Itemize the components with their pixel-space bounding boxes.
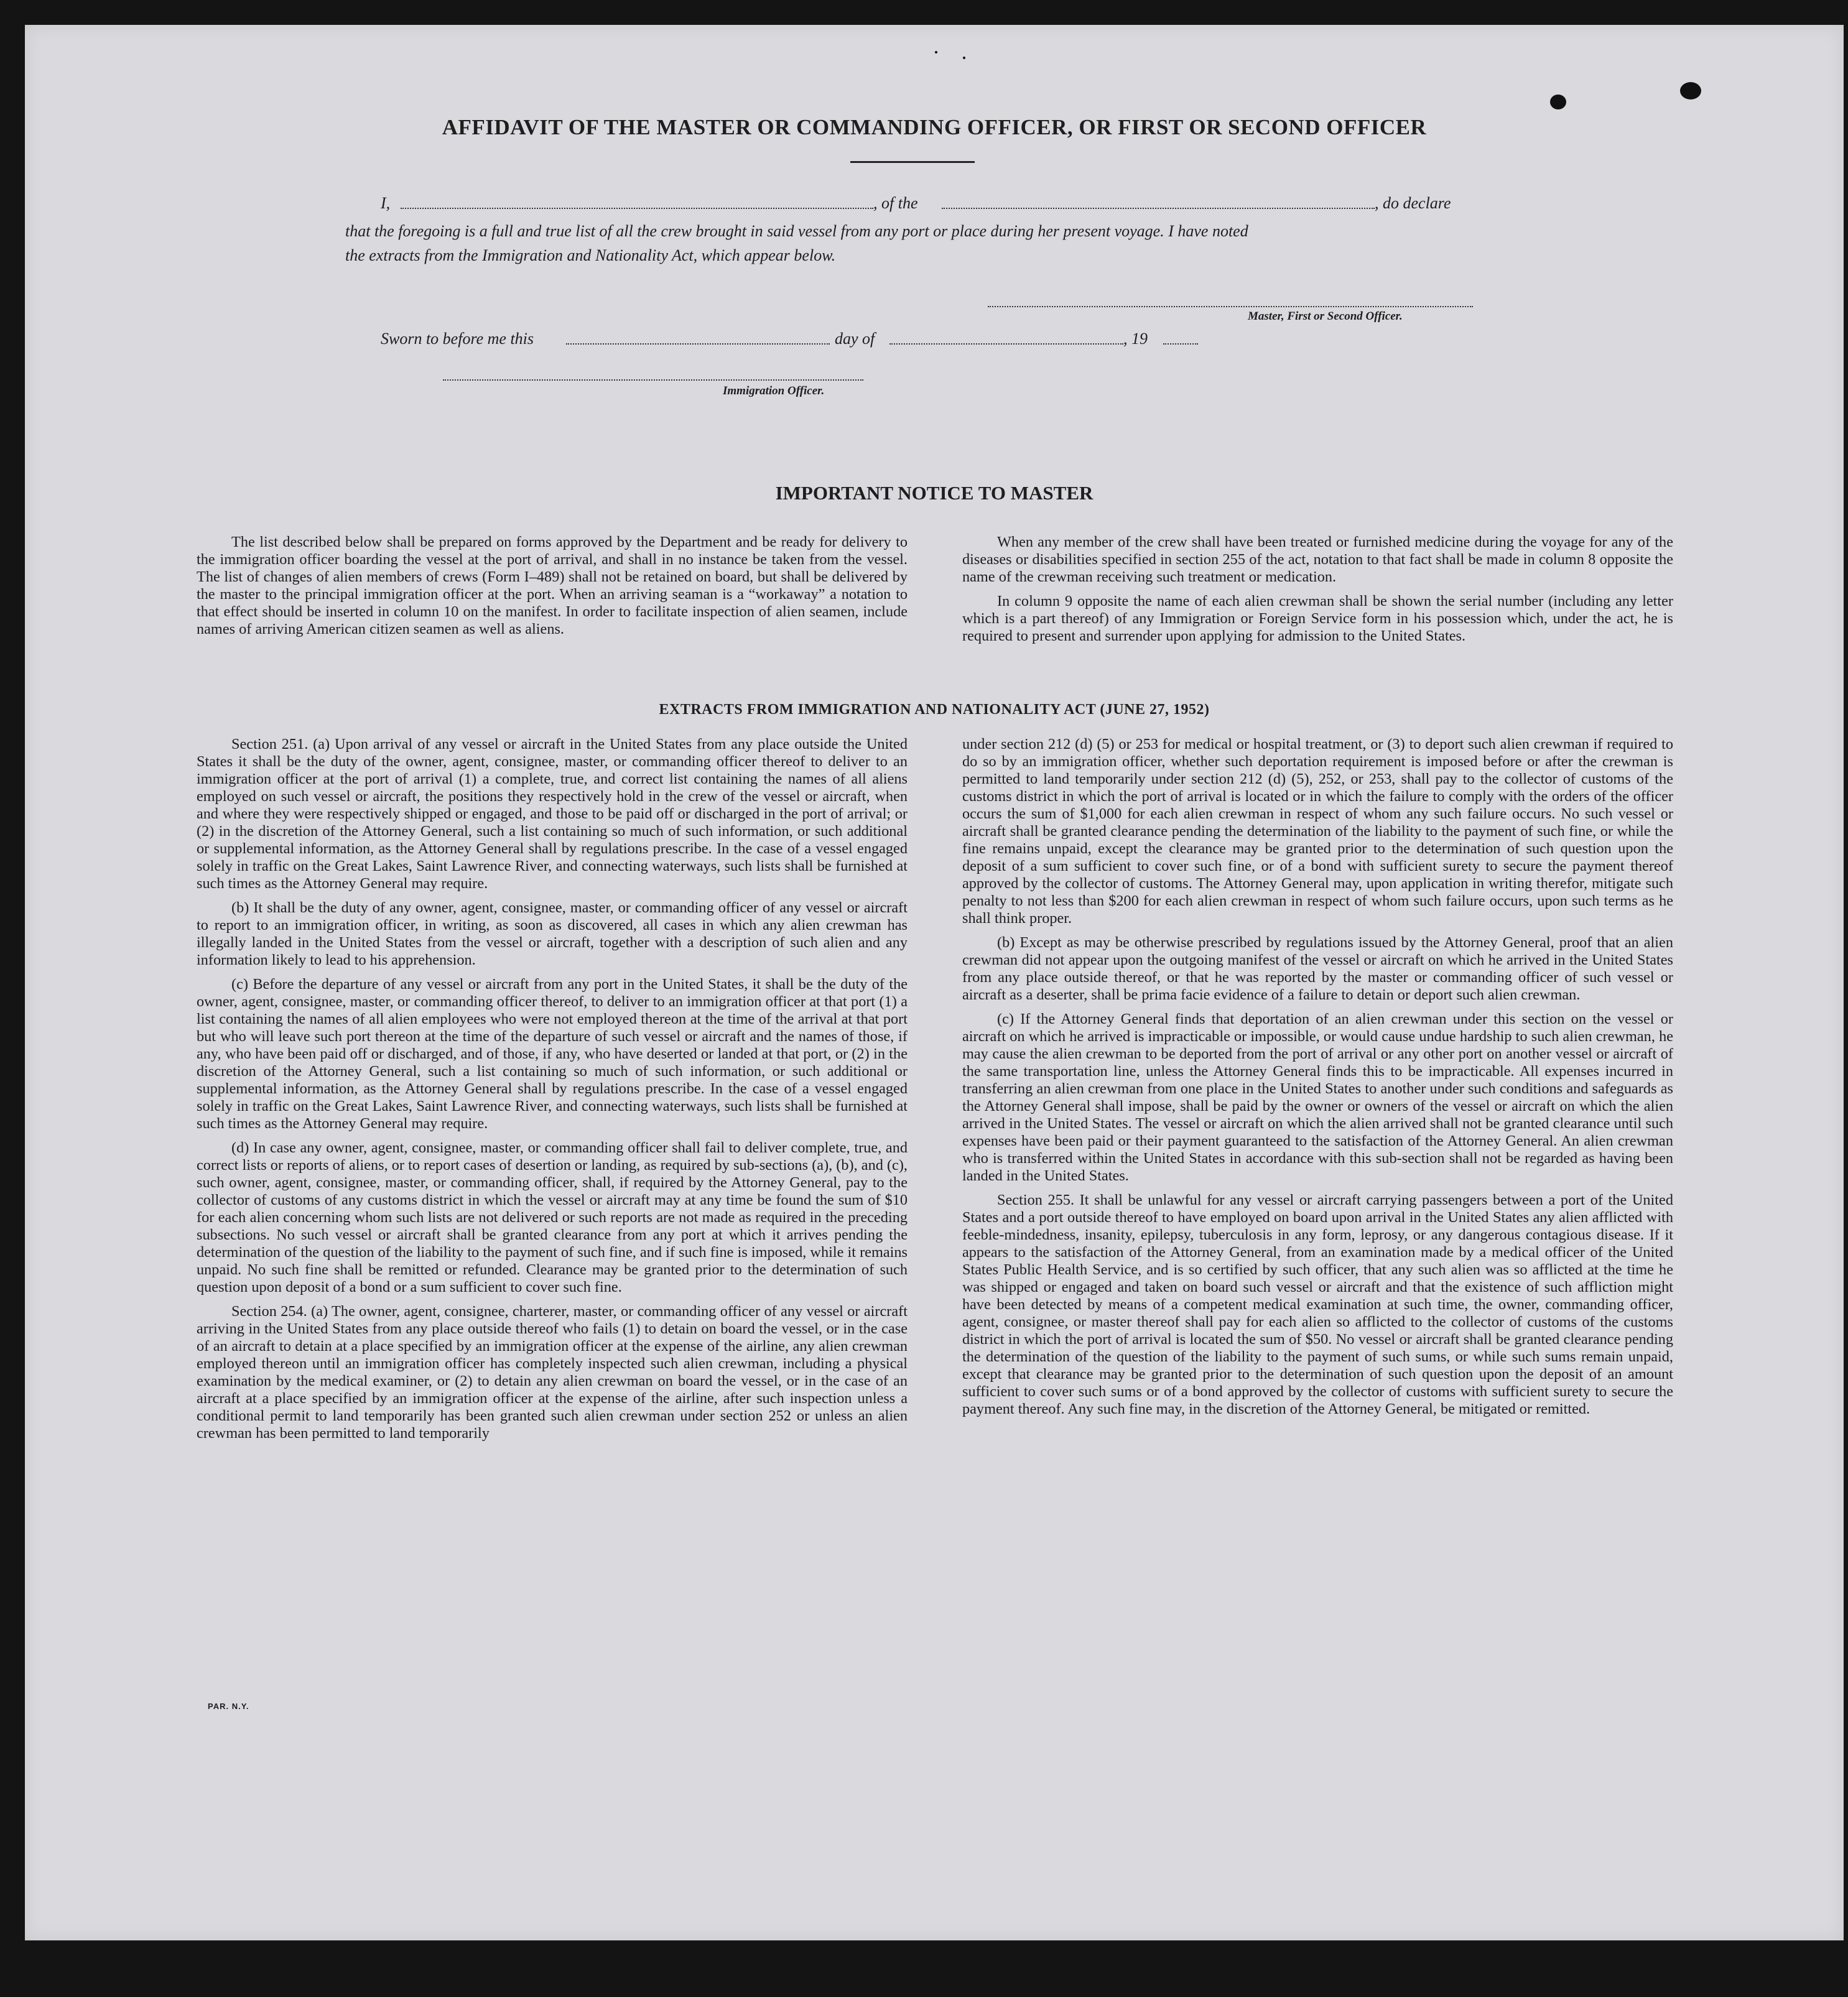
declarant-name-field[interactable] xyxy=(401,208,873,209)
notice-paragraph: When any member of the crew shall have been treated or furnished medicine during the voyage for any of the diseases or disabilities specified in section 255 of the act, notation to that fact shall be made in column 8 opposite the name of the crewman receiving such treatment or medication. xyxy=(962,534,1673,585)
document-page xyxy=(25,25,1844,1940)
notice-right-column xyxy=(962,534,1673,652)
sworn-month-field[interactable] xyxy=(889,343,1123,345)
day-of-label: day of xyxy=(835,330,875,348)
affidavit-title: AFFIDAVIT OF THE MASTER OR COMMANDING OFFICER, OR FIRST OR SECOND OFFICER xyxy=(442,115,1427,139)
declaration-statement-line1: that the foregoing is a full and true list of all the crew brought in said vessel from any port or place during her present voyage. I have noted xyxy=(345,222,1248,240)
master-signature-label: Master, First or Second Officer. xyxy=(1248,310,1403,323)
do-declare-label: , do declare xyxy=(1375,194,1451,212)
sworn-year-field[interactable] xyxy=(1163,343,1198,345)
section-254b-paragraph: (b) Except as may be otherwise prescribed by regulations issued by the Attorney General, proof that an alien crewman did not appear upon the outgoing manifest of the vessel or aircraft on which he arrived in the United States from any place outside thereof, or that he was reported by the master or commanding officer of such vessel or aircraft as a deserter, shall be prima facie evidence of a failure to detain or deport such alien crewman. xyxy=(962,934,1673,1003)
extracts-right-column xyxy=(962,736,1673,1425)
ink-speck xyxy=(935,51,937,53)
officer-signature-label: Immigration Officer. xyxy=(723,384,825,397)
section-251a-paragraph: Section 251. (a) Upon arrival of any vessel or aircraft in the United States from any place outside the United States it shall be the duty of the owner, agent, consignee, master, or commanding officer thereof to deliver to an immigration officer at the port of arrival (1) a complete, true, and correct list containing the names of all aliens employed on such vessel or aircraft, the positions they respectively hold in the crew of the vessel or aircraft, when and where they were respectively shipped or engaged, and those to be paid off or discharged in the port of arrival; or (2) in the discretion of the Attorney General, such a list containing so much of such information, or such additional or supplemental information, as the Attorney General shall by regulations prescribe. In the case of a vessel engaged solely in traffic on the Great Lakes, Saint Lawrence River, and connecting waterways, such lists shall be furnished at such times as the Attorney General may require. xyxy=(197,736,908,892)
vessel-name-field[interactable] xyxy=(942,208,1375,209)
sworn-label: Sworn to before me this xyxy=(381,330,534,348)
ink-speck xyxy=(1680,82,1701,100)
section-254a-continued-paragraph: under section 212 (d) (5) or 253 for medical or hospital treatment, or (3) to deport such alien crewman if required to do so by an immigration officer, whether such deportation requirement is imposed before or after the crewman is permitted to land temporarily under section 212 (d) (5), 252, or 253, shall pay to the collector of customs of the customs district in which the port of arrival is located or in which the failure to comply with the orders of the officer occurs the sum of $1,000 for each alien crewman in respect of whom any such failure occurs. No such vessel or aircraft shall be granted clearance pending the determination of the liability to the payment of such fine, or while the fine remains unpaid, except the clearance may be granted prior to the determination of such question upon the deposit of a sum sufficient to cover such fine, or of a bond with sufficient surety to secure the payment thereof approved by the collector of customs. The Attorney General may, upon application in writing therefor, mitigate such penalty to not less than $200 for each alien crewman in respect of whom such failure occurs, upon such terms as he shall think proper. xyxy=(962,736,1673,927)
sworn-day-field[interactable] xyxy=(566,343,830,345)
section-255-paragraph: Section 255. It shall be unlawful for any vessel or aircraft carrying passengers between a port of the United States and a port outside thereof to have employed on board upon arrival in the United States any alien afflicted with feeble-mindedness, insanity, epilepsy, tuberculosis in any form, leprosy, or any dangerous contagious disease. If it appears to the satisfaction of the Attorney General, from an examination made by a medical officer of the United States Public Health Service, and is so certified by such officer, that any such alien was so afflicted at the time he was shipped or engaged and taken on board such vessel or aircraft and that the existence of such affliction might have been detected by means of a competent medical examination at such time, the owner, commanding officer, agent, consignee, or master thereof shall pay for each alien so afflicted to the collector of customs of the customs district in which the port of arrival is located the sum of $50. No vessel or aircraft shall be granted clearance pending the determination of the question of the liability to the payment of such sums, or while such sums remain unpaid, except that clearance may be granted prior to the determination of such question upon the deposit of an amount sufficient to cover such sums or of a bond approved by the collector of customs with sufficient surety to secure the payment thereof. Any such fine may, in the discretion of the Attorney General, be mitigated or remitted. xyxy=(962,1192,1673,1417)
title-underline xyxy=(850,161,975,163)
notice-paragraph: In column 9 opposite the name of each alien crewman shall be shown the serial number (including any letter which is a part thereof) of any Immigration or Foreign Service form in his possession which, under the act, he is required to present and surrender upon applying for admission to the United States. xyxy=(962,593,1673,644)
notice-left-column xyxy=(197,534,908,645)
declaration-statement-line2: the extracts from the Immigration and Nationality Act, which appear below. xyxy=(345,246,836,264)
notice-paragraph: The list described below shall be prepared on forms approved by the Department and be ready for delivery to the immigration officer boarding the vessel at the port of arrival, and shall in no instance be taken from the vessel. The list of changes of alien members of crews (Form I–489) shall not be retained on board, but shall be delivered by the master to the principal immigration officer at the port. When an arriving seaman is a “workaway” a notation to that effect should be inserted in column 10 on the manifest. In order to facilitate inspection of alien seamen, include names of arriving American citizen seamen as well as aliens. xyxy=(197,534,908,637)
printer-mark: PAR. N.Y. xyxy=(208,1702,249,1711)
declarant-prefix: I, xyxy=(381,194,391,212)
master-signature-line[interactable] xyxy=(988,306,1473,307)
section-254c-paragraph: (c) If the Attorney General finds that deportation of an alien crewman under this section on the vessel or aircraft on which he arrived is impracticable or impossible, or would cause undue hardship to such alien crewman, he may cause the alien crewman to be deported from the port of arrival or any other port on another vessel or aircraft of the same transportation line, unless the Attorney General finds this to be impracticable. All expenses incurred in transferring an alien crewman from one place in the United States to another under such conditions and safeguards as the Attorney General shall impose, shall be paid by the owner or owners of the vessel or aircraft on which the alien arrived in the United States. The vessel or aircraft on which the alien arrived shall not be granted clearance until such expenses have been paid or their payment guaranteed to the satisfaction of the Attorney General. An alien crewman who is transferred within the United States in accordance with this sub-section shall not be regarded as having been landed in the United States. xyxy=(962,1011,1673,1184)
notice-title: IMPORTANT NOTICE TO MASTER xyxy=(775,482,1093,504)
section-251d-paragraph: (d) In case any owner, agent, consignee, master, or commanding officer shall fail to deliver complete, true, and correct lists or reports of aliens, or to report cases of desertion or landing, as required by sub-sections (a), (b), and (c), such owner, agent, consignee, master, or commanding officer, shall, if required by the Attorney General, pay to the collector of customs of any customs district in which the vessel or aircraft may at any time be found the sum of $10 for each alien concerning whom such lists are not delivered or such reports are not made as required in the preceding subsections. No such vessel or aircraft shall be granted clearance from any port at which it arrives pending the determination of the question of the liability to the payment of such fine, and if such fine is imposed, while it remains unpaid. No such fine shall be remitted or refunded. Clearance may be granted prior to the determination of such question upon deposit of a bond or a sum sufficient to cover such fine. xyxy=(197,1139,908,1295)
section-254a-paragraph: Section 254. (a) The owner, agent, consignee, charterer, master, or commanding officer of any vessel or aircraft arriving in the United States from any place outside thereof who fails (1) to detain on board the vessel, or in the case of an aircraft to detain at a place specified by an immigration officer at the expense of the airline, any alien crewman employed thereon until an immigration officer has completely inspected such alien crewman, including a physical examination by the medical examiner, or (2) to detain any alien crewman on board the vessel, or in the case of an aircraft at a place specified by an immigration officer at the expense of the airline, after such inspection unless a conditional permit to land temporarily has been granted such alien crewman under section 252 or unless an alien crewman has been permitted to land temporarily xyxy=(197,1303,908,1442)
extracts-title: EXTRACTS FROM IMMIGRATION AND NATIONALITY ACT (JUNE 27, 1952) xyxy=(659,702,1210,718)
ink-speck xyxy=(963,57,965,59)
officer-signature-line[interactable] xyxy=(443,379,863,381)
section-251b-paragraph: (b) It shall be the duty of any owner, agent, consignee, master, or commanding officer of any vessel or aircraft to report to an immigration officer, in writing, as soon as discovered, all cases in which any alien crewman has illegally landed in the United States from the vessel or aircraft, together with a description of such alien and any information likely to lead to his apprehension. xyxy=(197,899,908,968)
extracts-left-column xyxy=(197,736,908,1449)
year-prefix-label: , 19 xyxy=(1123,330,1148,348)
of-the-label: , of the xyxy=(873,194,918,212)
section-251c-paragraph: (c) Before the departure of any vessel or aircraft from any port in the United States, it shall be the duty of the owner, agent, consignee, master, or commanding officer thereof, to deliver to an immigration officer at that port (1) a list containing the names of all alien employees who were not employed thereon at the time of the arrival at that port but who will leave such port thereon at the time of the departure of such vessel or aircraft and the names of those, if any, who have been paid off or discharged, and of those, if any, who have deserted or landed at that port, or (2) in the discretion of the Attorney General, such a list containing so much of such information, or such additional or supplemental information, as the Attorney General shall by regulations prescribe. In the case of a vessel engaged solely in traffic on the Great Lakes, Saint Lawrence River, and connecting waterways, such lists shall be furnished at such times as the Attorney General may require. xyxy=(197,976,908,1132)
ink-speck xyxy=(1550,95,1566,109)
